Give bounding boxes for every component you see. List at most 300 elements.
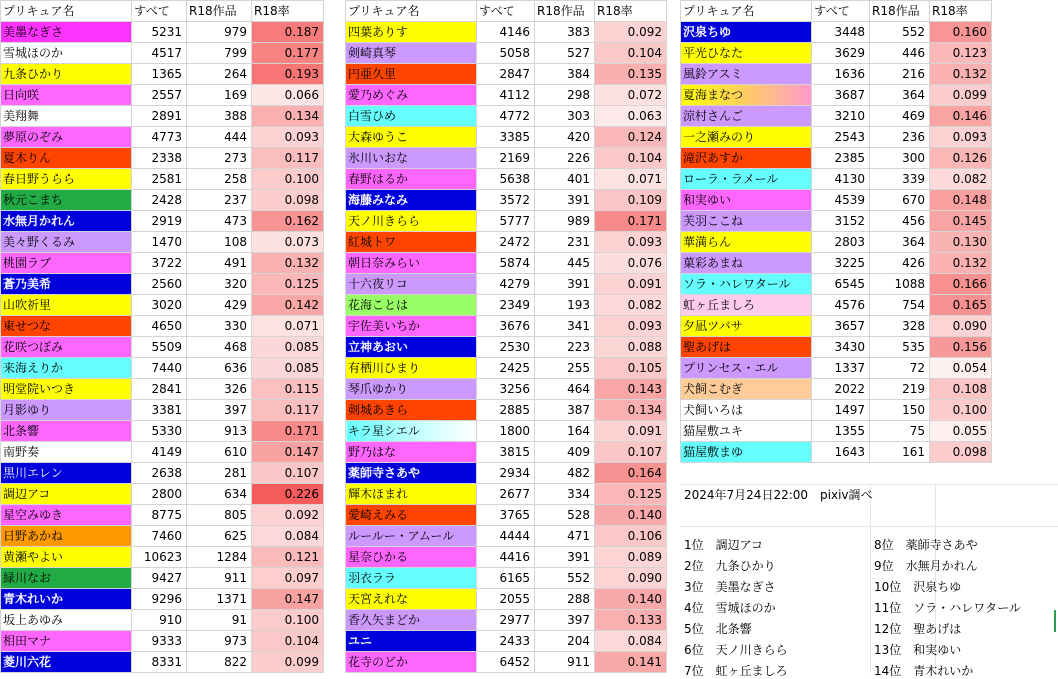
r18-rate-cell[interactable]: 0.147 [252,589,324,610]
r18-count-cell[interactable]: 805 [187,505,252,526]
name-cell[interactable]: 南野奏 [1,442,132,463]
r18-count-cell[interactable]: 300 [870,148,930,169]
total-cell[interactable]: 6452 [477,652,535,673]
r18-count-cell[interactable]: 989 [535,211,595,232]
name-cell[interactable]: 野乃はな [346,442,477,463]
name-cell[interactable]: 涼村さんご [681,106,812,127]
name-cell[interactable]: 相田マナ [1,631,132,652]
r18-count-cell[interactable]: 281 [187,463,252,484]
total-cell[interactable]: 5777 [477,211,535,232]
r18-count-cell[interactable]: 334 [535,484,595,505]
total-cell[interactable]: 4576 [812,295,870,316]
total-cell[interactable]: 1497 [812,400,870,421]
r18-count-cell[interactable]: 911 [535,652,595,673]
r18-rate-cell[interactable]: 0.104 [252,631,324,652]
total-cell[interactable]: 5058 [477,43,535,64]
r18-count-cell[interactable]: 391 [535,547,595,568]
r18-rate-cell[interactable]: 0.089 [595,547,667,568]
r18-count-cell[interactable]: 150 [870,400,930,421]
r18-count-cell[interactable]: 445 [535,253,595,274]
total-cell[interactable]: 3210 [812,106,870,127]
r18-rate-cell[interactable]: 0.093 [595,316,667,337]
r18-rate-cell[interactable]: 0.126 [930,148,992,169]
r18-count-cell[interactable]: 391 [535,190,595,211]
r18-count-cell[interactable]: 429 [187,295,252,316]
total-cell[interactable]: 1800 [477,421,535,442]
total-cell[interactable]: 2543 [812,127,870,148]
total-cell[interactable]: 4517 [132,43,187,64]
r18-count-cell[interactable]: 446 [870,43,930,64]
name-cell[interactable]: 聖あげは [681,337,812,358]
total-cell[interactable]: 1643 [812,442,870,463]
r18-count-cell[interactable]: 822 [187,652,252,673]
name-cell[interactable]: 剣崎真琴 [346,43,477,64]
r18-rate-cell[interactable]: 0.054 [930,358,992,379]
total-cell[interactable]: 2885 [477,400,535,421]
total-cell[interactable]: 2803 [812,232,870,253]
total-cell[interactable]: 2425 [477,358,535,379]
total-cell[interactable]: 2581 [132,169,187,190]
r18-rate-cell[interactable]: 0.132 [252,253,324,274]
r18-rate-cell[interactable]: 0.141 [595,652,667,673]
r18-rate-cell[interactable]: 0.148 [930,190,992,211]
r18-rate-cell[interactable]: 0.076 [595,253,667,274]
total-cell[interactable]: 3020 [132,295,187,316]
name-cell[interactable]: 雪城ほのか [1,43,132,64]
name-cell[interactable]: 天宮えれな [346,589,477,610]
total-cell[interactable]: 4130 [812,169,870,190]
r18-rate-cell[interactable]: 0.108 [930,379,992,400]
name-cell[interactable]: 菓彩あまね [681,253,812,274]
total-cell[interactable]: 2919 [132,211,187,232]
name-cell[interactable]: 滝沢あすか [681,148,812,169]
total-cell[interactable]: 2433 [477,631,535,652]
r18-rate-cell[interactable]: 0.090 [930,316,992,337]
name-cell[interactable]: 大森ゆうこ [346,127,477,148]
header-name[interactable]: プリキュア名 [1,1,132,22]
total-cell[interactable]: 4112 [477,85,535,106]
name-cell[interactable]: 黄瀬やよい [1,547,132,568]
name-cell[interactable]: 花寺のどか [346,652,477,673]
name-cell[interactable]: 夢原のぞみ [1,127,132,148]
r18-count-cell[interactable]: 326 [187,379,252,400]
r18-rate-cell[interactable]: 0.107 [595,442,667,463]
r18-rate-cell[interactable]: 0.134 [252,106,324,127]
r18-count-cell[interactable]: 288 [535,589,595,610]
r18-rate-cell[interactable]: 0.134 [595,400,667,421]
total-cell[interactable]: 3815 [477,442,535,463]
total-cell[interactable]: 7460 [132,526,187,547]
r18-rate-cell[interactable]: 0.147 [252,442,324,463]
r18-count-cell[interactable]: 911 [187,568,252,589]
name-cell[interactable]: 菱川六花 [1,652,132,673]
name-cell[interactable]: 円亜久里 [346,64,477,85]
r18-count-cell[interactable]: 161 [870,442,930,463]
name-cell[interactable]: 日向咲 [1,85,132,106]
r18-count-cell[interactable]: 973 [187,631,252,652]
r18-rate-cell[interactable]: 0.162 [252,211,324,232]
total-cell[interactable]: 5509 [132,337,187,358]
r18-count-cell[interactable]: 464 [535,379,595,400]
name-cell[interactable]: 剣城あきら [346,400,477,421]
r18-count-cell[interactable]: 397 [535,610,595,631]
r18-rate-cell[interactable]: 0.117 [252,400,324,421]
r18-count-cell[interactable]: 320 [187,274,252,295]
name-cell[interactable]: 朝日奈みらい [346,253,477,274]
r18-rate-cell[interactable]: 0.093 [252,127,324,148]
r18-count-cell[interactable]: 527 [535,43,595,64]
r18-count-cell[interactable]: 473 [187,211,252,232]
r18-count-cell[interactable]: 471 [535,526,595,547]
total-cell[interactable]: 1355 [812,421,870,442]
r18-rate-cell[interactable]: 0.092 [252,505,324,526]
r18-count-cell[interactable]: 231 [535,232,595,253]
total-cell[interactable]: 2530 [477,337,535,358]
r18-count-cell[interactable]: 169 [187,85,252,106]
r18-rate-cell[interactable]: 0.187 [252,22,324,43]
name-cell[interactable]: 猫屋敷ユキ [681,421,812,442]
r18-rate-cell[interactable]: 0.093 [930,127,992,148]
name-cell[interactable]: 北条響 [1,421,132,442]
r18-rate-cell[interactable]: 0.090 [595,568,667,589]
name-cell[interactable]: キラ星シエル [346,421,477,442]
r18-count-cell[interactable]: 391 [535,274,595,295]
r18-rate-cell[interactable]: 0.142 [252,295,324,316]
r18-rate-cell[interactable]: 0.121 [252,547,324,568]
r18-count-cell[interactable]: 339 [870,169,930,190]
total-cell[interactable]: 5330 [132,421,187,442]
name-cell[interactable]: 芙羽ここね [681,211,812,232]
r18-rate-cell[interactable]: 0.132 [930,253,992,274]
r18-count-cell[interactable]: 528 [535,505,595,526]
r18-rate-cell[interactable]: 0.082 [595,295,667,316]
name-cell[interactable]: ユニ [346,631,477,652]
r18-count-cell[interactable]: 273 [187,148,252,169]
r18-count-cell[interactable]: 397 [187,400,252,421]
r18-rate-cell[interactable]: 0.165 [930,295,992,316]
r18-rate-cell[interactable]: 0.100 [252,169,324,190]
total-cell[interactable]: 2638 [132,463,187,484]
r18-rate-cell[interactable]: 0.164 [595,463,667,484]
r18-rate-cell[interactable]: 0.146 [930,106,992,127]
r18-count-cell[interactable]: 634 [187,484,252,505]
name-cell[interactable]: 和実ゆい [681,190,812,211]
r18-rate-cell[interactable]: 0.092 [595,22,667,43]
r18-rate-cell[interactable]: 0.143 [595,379,667,400]
r18-count-cell[interactable]: 469 [870,106,930,127]
r18-rate-cell[interactable]: 0.140 [595,589,667,610]
total-cell[interactable]: 3381 [132,400,187,421]
r18-rate-cell[interactable]: 0.160 [930,22,992,43]
total-cell[interactable]: 6545 [812,274,870,295]
total-cell[interactable]: 2934 [477,463,535,484]
total-cell[interactable]: 7440 [132,358,187,379]
name-cell[interactable]: 黒川エレン [1,463,132,484]
r18-rate-cell[interactable]: 0.117 [252,148,324,169]
total-cell[interactable]: 2557 [132,85,187,106]
header-total[interactable]: すべて [812,1,870,22]
r18-count-cell[interactable]: 409 [535,442,595,463]
r18-rate-cell[interactable]: 0.071 [595,169,667,190]
r18-rate-cell[interactable]: 0.156 [930,337,992,358]
r18-rate-cell[interactable]: 0.106 [595,526,667,547]
r18-rate-cell[interactable]: 0.084 [252,526,324,547]
r18-count-cell[interactable]: 258 [187,169,252,190]
r18-rate-cell[interactable]: 0.193 [252,64,324,85]
name-cell[interactable]: 東せつな [1,316,132,337]
r18-count-cell[interactable]: 420 [535,127,595,148]
r18-rate-cell[interactable]: 0.135 [595,64,667,85]
total-cell[interactable]: 2428 [132,190,187,211]
total-cell[interactable]: 3572 [477,190,535,211]
total-cell[interactable]: 4146 [477,22,535,43]
header-rate[interactable]: R18率 [252,1,324,22]
r18-rate-cell[interactable]: 0.099 [930,85,992,106]
r18-rate-cell[interactable]: 0.097 [252,568,324,589]
r18-rate-cell[interactable]: 0.055 [930,421,992,442]
total-cell[interactable]: 8775 [132,505,187,526]
r18-rate-cell[interactable]: 0.133 [595,610,667,631]
r18-rate-cell[interactable]: 0.124 [595,127,667,148]
r18-count-cell[interactable]: 226 [535,148,595,169]
r18-count-cell[interactable]: 670 [870,190,930,211]
r18-rate-cell[interactable]: 0.085 [252,358,324,379]
total-cell[interactable]: 1470 [132,232,187,253]
r18-rate-cell[interactable]: 0.171 [252,421,324,442]
name-cell[interactable]: 愛崎えみる [346,505,477,526]
total-cell[interactable]: 4772 [477,106,535,127]
total-cell[interactable]: 8331 [132,652,187,673]
name-cell[interactable]: 青木れいか [1,589,132,610]
name-cell[interactable]: 香久矢まどか [346,610,477,631]
name-cell[interactable]: 紅城トワ [346,232,477,253]
total-cell[interactable]: 3448 [812,22,870,43]
r18-rate-cell[interactable]: 0.091 [595,274,667,295]
name-cell[interactable]: 調辺アコ [1,484,132,505]
total-cell[interactable]: 3385 [477,127,535,148]
total-cell[interactable]: 2022 [812,379,870,400]
name-cell[interactable]: 花海ことは [346,295,477,316]
r18-rate-cell[interactable]: 0.105 [595,358,667,379]
r18-count-cell[interactable]: 1088 [870,274,930,295]
r18-count-cell[interactable]: 223 [535,337,595,358]
total-cell[interactable]: 2977 [477,610,535,631]
total-cell[interactable]: 2385 [812,148,870,169]
total-cell[interactable]: 5231 [132,22,187,43]
name-cell[interactable]: 星空みゆき [1,505,132,526]
name-cell[interactable]: 美翔舞 [1,106,132,127]
r18-count-cell[interactable]: 204 [535,631,595,652]
r18-count-cell[interactable]: 164 [535,421,595,442]
r18-rate-cell[interactable]: 0.109 [595,190,667,211]
r18-rate-cell[interactable]: 0.100 [252,610,324,631]
r18-count-cell[interactable]: 625 [187,526,252,547]
r18-count-cell[interactable]: 193 [535,295,595,316]
name-cell[interactable]: 華満らん [681,232,812,253]
name-cell[interactable]: 夏木りん [1,148,132,169]
r18-rate-cell[interactable]: 0.123 [930,43,992,64]
r18-rate-cell[interactable]: 0.104 [595,148,667,169]
header-r18[interactable]: R18作品 [187,1,252,22]
r18-rate-cell[interactable]: 0.177 [252,43,324,64]
r18-rate-cell[interactable]: 0.130 [930,232,992,253]
header-name[interactable]: プリキュア名 [681,1,812,22]
name-cell[interactable]: 天ノ川きらら [346,211,477,232]
total-cell[interactable]: 3657 [812,316,870,337]
r18-rate-cell[interactable]: 0.082 [930,169,992,190]
r18-rate-cell[interactable]: 0.071 [252,316,324,337]
total-cell[interactable]: 9333 [132,631,187,652]
total-cell[interactable]: 1365 [132,64,187,85]
name-cell[interactable]: 蒼乃美希 [1,274,132,295]
r18-count-cell[interactable]: 426 [870,253,930,274]
total-cell[interactable]: 10623 [132,547,187,568]
r18-count-cell[interactable]: 610 [187,442,252,463]
name-cell[interactable]: 一之瀬みのり [681,127,812,148]
r18-count-cell[interactable]: 754 [870,295,930,316]
r18-count-cell[interactable]: 364 [870,85,930,106]
total-cell[interactable]: 4539 [812,190,870,211]
name-cell[interactable]: 美墨なぎさ [1,22,132,43]
r18-count-cell[interactable]: 330 [187,316,252,337]
header-rate[interactable]: R18率 [595,1,667,22]
r18-count-cell[interactable]: 1284 [187,547,252,568]
r18-rate-cell[interactable]: 0.140 [595,505,667,526]
name-cell[interactable]: 緑川なお [1,568,132,589]
r18-rate-cell[interactable]: 0.063 [595,106,667,127]
name-cell[interactable]: 愛乃めぐみ [346,85,477,106]
name-cell[interactable]: 花咲つぼみ [1,337,132,358]
r18-count-cell[interactable]: 216 [870,64,930,85]
name-cell[interactable]: 羽衣ララ [346,568,477,589]
name-cell[interactable]: 四葉ありす [346,22,477,43]
name-cell[interactable]: 月影ゆり [1,400,132,421]
r18-count-cell[interactable]: 1371 [187,589,252,610]
name-cell[interactable]: 九条ひかり [1,64,132,85]
total-cell[interactable]: 2472 [477,232,535,253]
r18-count-cell[interactable]: 552 [870,22,930,43]
r18-count-cell[interactable]: 388 [187,106,252,127]
total-cell[interactable]: 2338 [132,148,187,169]
r18-count-cell[interactable]: 75 [870,421,930,442]
r18-rate-cell[interactable]: 0.171 [595,211,667,232]
name-cell[interactable]: 明堂院いつき [1,379,132,400]
r18-rate-cell[interactable]: 0.085 [252,337,324,358]
r18-count-cell[interactable]: 444 [187,127,252,148]
r18-count-cell[interactable]: 236 [870,127,930,148]
r18-count-cell[interactable]: 328 [870,316,930,337]
r18-count-cell[interactable]: 364 [870,232,930,253]
total-cell[interactable]: 2055 [477,589,535,610]
total-cell[interactable]: 4773 [132,127,187,148]
name-cell[interactable]: 宇佐美いちか [346,316,477,337]
header-r18[interactable]: R18作品 [870,1,930,22]
r18-rate-cell[interactable]: 0.073 [252,232,324,253]
name-cell[interactable]: 山吹祈里 [1,295,132,316]
total-cell[interactable]: 6165 [477,568,535,589]
total-cell[interactable]: 4650 [132,316,187,337]
total-cell[interactable]: 3687 [812,85,870,106]
name-cell[interactable]: 有栖川ひまり [346,358,477,379]
total-cell[interactable]: 2677 [477,484,535,505]
r18-rate-cell[interactable]: 0.145 [930,211,992,232]
name-cell[interactable]: 夏海まなつ [681,85,812,106]
r18-rate-cell[interactable]: 0.132 [930,64,992,85]
total-cell[interactable]: 3765 [477,505,535,526]
name-cell[interactable]: 坂上あゆみ [1,610,132,631]
r18-count-cell[interactable]: 108 [187,232,252,253]
total-cell[interactable]: 1337 [812,358,870,379]
name-cell[interactable]: 氷川いおな [346,148,477,169]
name-cell[interactable]: 白雪ひめ [346,106,477,127]
total-cell[interactable]: 3225 [812,253,870,274]
r18-rate-cell[interactable]: 0.084 [595,631,667,652]
total-cell[interactable]: 3676 [477,316,535,337]
total-cell[interactable]: 3152 [812,211,870,232]
name-cell[interactable]: 水無月かれん [1,211,132,232]
name-cell[interactable]: 十六夜リコ [346,274,477,295]
name-cell[interactable]: 犬飼いろは [681,400,812,421]
total-cell[interactable]: 5638 [477,169,535,190]
r18-rate-cell[interactable]: 0.107 [252,463,324,484]
r18-rate-cell[interactable]: 0.091 [595,421,667,442]
total-cell[interactable]: 3722 [132,253,187,274]
name-cell[interactable]: プリンセス・エル [681,358,812,379]
r18-rate-cell[interactable]: 0.100 [930,400,992,421]
name-cell[interactable]: 薬師寺さあや [346,463,477,484]
name-cell[interactable]: 海藤みなみ [346,190,477,211]
total-cell[interactable]: 3430 [812,337,870,358]
header-rate[interactable]: R18率 [930,1,992,22]
total-cell[interactable]: 9427 [132,568,187,589]
r18-rate-cell[interactable]: 0.125 [252,274,324,295]
total-cell[interactable]: 4149 [132,442,187,463]
r18-count-cell[interactable]: 303 [535,106,595,127]
total-cell[interactable]: 2847 [477,64,535,85]
r18-count-cell[interactable]: 482 [535,463,595,484]
r18-count-cell[interactable]: 636 [187,358,252,379]
total-cell[interactable]: 3629 [812,43,870,64]
name-cell[interactable]: ローラ・ラメール [681,169,812,190]
r18-count-cell[interactable]: 401 [535,169,595,190]
total-cell[interactable]: 1636 [812,64,870,85]
r18-count-cell[interactable]: 491 [187,253,252,274]
total-cell[interactable]: 2349 [477,295,535,316]
total-cell[interactable]: 4279 [477,274,535,295]
r18-count-cell[interactable]: 72 [870,358,930,379]
r18-rate-cell[interactable]: 0.099 [252,652,324,673]
total-cell[interactable]: 4444 [477,526,535,547]
r18-rate-cell[interactable]: 0.066 [252,85,324,106]
r18-count-cell[interactable]: 237 [187,190,252,211]
r18-count-cell[interactable]: 913 [187,421,252,442]
name-cell[interactable]: 虹ヶ丘ましろ [681,295,812,316]
header-total[interactable]: すべて [477,1,535,22]
r18-rate-cell[interactable]: 0.115 [252,379,324,400]
r18-count-cell[interactable]: 799 [187,43,252,64]
r18-rate-cell[interactable]: 0.166 [930,274,992,295]
name-cell[interactable]: 平光ひなた [681,43,812,64]
total-cell[interactable]: 3256 [477,379,535,400]
r18-count-cell[interactable]: 91 [187,610,252,631]
r18-count-cell[interactable]: 387 [535,400,595,421]
r18-count-cell[interactable]: 468 [187,337,252,358]
r18-count-cell[interactable]: 255 [535,358,595,379]
name-cell[interactable]: 夕凪ツバサ [681,316,812,337]
name-cell[interactable]: 琴爪ゆかり [346,379,477,400]
name-cell[interactable]: 猫屋敷まゆ [681,442,812,463]
total-cell[interactable]: 5874 [477,253,535,274]
